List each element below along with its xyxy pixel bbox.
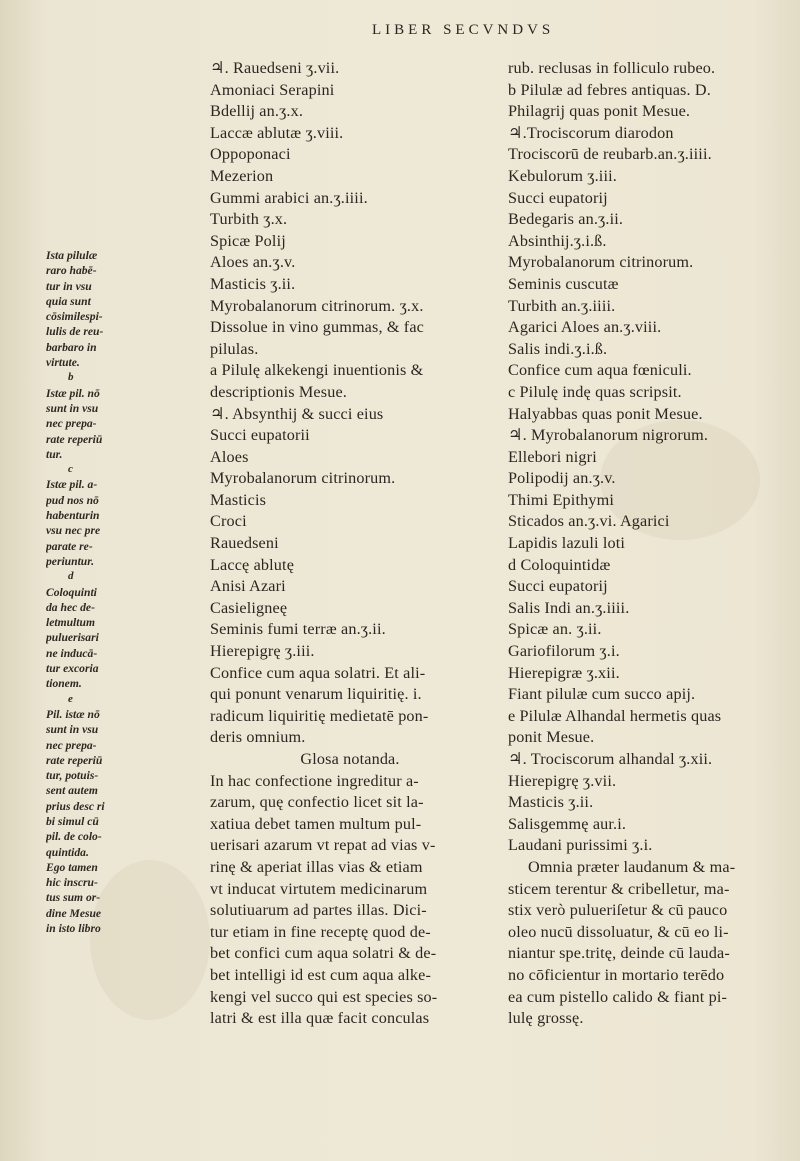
marginal-note-line: dine Mesue bbox=[46, 906, 102, 920]
marginal-note-line: ne inducā- bbox=[46, 646, 98, 660]
marginal-note-line: tionem. bbox=[46, 677, 82, 691]
right-column-line: Gariofilorum ʒ.i. bbox=[508, 642, 620, 661]
middle-column-line: In hac confectione ingreditur a- bbox=[210, 771, 419, 790]
marginal-note-line: virtute. bbox=[46, 356, 80, 370]
right-column-line: Turbith an.ʒ.iiii. bbox=[508, 296, 616, 315]
middle-column-line: Casieligneę bbox=[210, 598, 288, 617]
marginal-note-line: rate reperiū bbox=[46, 432, 103, 446]
middle-column-line: radicum liquiritię medietatē pon- bbox=[210, 706, 429, 725]
middle-column-line: rinę & aperiat illas vias & etiam bbox=[210, 857, 423, 876]
middle-column-line: Masticis ʒ.ii. bbox=[210, 274, 296, 293]
middle-text-column bbox=[210, 58, 490, 1030]
right-column-line: Halyabbas quas ponit Mesue. bbox=[508, 404, 703, 423]
marginal-note-line: quintida. bbox=[46, 845, 89, 859]
middle-column-line: Laccę ablutę bbox=[210, 555, 295, 574]
middle-column-line: kengi vel succo qui est species so- bbox=[210, 987, 438, 1006]
right-column-line: Masticis ʒ.ii. bbox=[508, 793, 594, 812]
marginal-note-line: pud nos nō bbox=[46, 493, 99, 507]
middle-column-line: bet confici cum aqua solatri & de- bbox=[210, 944, 437, 963]
right-column-line: ea cum pistello calido & fiant pi- bbox=[508, 987, 728, 1006]
marginal-note-line: sunt in vsu bbox=[46, 401, 99, 415]
marginal-notes bbox=[46, 248, 168, 936]
middle-column-line: Anisi Azari bbox=[210, 577, 286, 596]
middle-column-line: ♃. Rauedseni ʒ.vii. bbox=[210, 59, 340, 77]
marginal-note-line: Pil. istæ nō bbox=[46, 707, 100, 721]
right-column-line: Polipodij an.ʒ.v. bbox=[508, 469, 616, 488]
right-column-line: Spicæ an. ʒ.ii. bbox=[508, 620, 602, 639]
marginal-note-line: b bbox=[68, 371, 74, 384]
middle-column-line: Glosa notanda. bbox=[300, 750, 400, 768]
right-column-line: Trociscorū de reubarb.an.ʒ.iiii. bbox=[508, 145, 712, 164]
right-column-line: ♃.Trociscorum diarodon bbox=[508, 123, 674, 142]
middle-column-line: Bdellij an.ʒ.x. bbox=[210, 102, 304, 121]
marginal-note-line: in isto libro bbox=[46, 922, 101, 936]
middle-column-line: Turbith ʒ.x. bbox=[210, 210, 288, 229]
marginal-note-line: sunt in vsu bbox=[46, 723, 99, 737]
middle-column-line: Rauedseni bbox=[210, 534, 279, 553]
right-column-line: Lapidis lazuli loti bbox=[508, 534, 626, 553]
middle-column-line: Mezerion bbox=[210, 166, 274, 185]
middle-column-line: Masticis bbox=[210, 490, 267, 509]
marginal-note-line: lulis de reu- bbox=[46, 325, 104, 339]
right-column-line: Absinthij.ʒ.i.ß. bbox=[508, 231, 607, 250]
right-column-line: Fiant pilulæ cum succo apij. bbox=[508, 685, 696, 704]
marginal-note-line: Istæ pil. a- bbox=[46, 478, 98, 492]
right-column-line: oleo nucū dissoluatur, & cū eo li- bbox=[508, 922, 729, 941]
right-text-column bbox=[508, 58, 780, 1030]
middle-column-line: zarum, quę confectio licet sit la- bbox=[210, 793, 424, 812]
marginal-note-line: puluerisari bbox=[46, 631, 99, 645]
marginal-note-line: habenturin bbox=[46, 509, 100, 523]
right-column-line: ♃. Myrobalanorum nigrorum. bbox=[508, 426, 709, 445]
middle-column-line: Aloes bbox=[210, 447, 249, 466]
marginal-note-line: parate re- bbox=[46, 539, 93, 553]
marginal-note-line: raro habē- bbox=[46, 264, 97, 278]
right-column-line: Sticados an.ʒ.vi. Agarici bbox=[508, 512, 670, 531]
right-column-line: b Pilulæ ad febres antiquas. D. bbox=[508, 80, 711, 99]
right-column-line: niantur spe.tritę, deinde cū lauda- bbox=[508, 944, 730, 963]
middle-column-line: Confice cum aqua solatri. Et ali- bbox=[210, 663, 426, 682]
right-column-line: Kebulorum ʒ.iii. bbox=[508, 166, 617, 185]
middle-column-line: xatiua debet tamen multum pul- bbox=[210, 814, 422, 833]
right-column-line: no cōficientur in mortario terēdo bbox=[508, 965, 725, 984]
right-column-line: Agarici Aloes an.ʒ.viii. bbox=[508, 318, 662, 337]
marginal-note-line: barbaro in bbox=[46, 340, 97, 354]
marginal-note-line: hic inscru- bbox=[46, 876, 98, 890]
right-column-line: Philagrij quas ponit Mesue. bbox=[508, 102, 691, 121]
middle-column-line: bet intelligi id est cum aqua alke- bbox=[210, 965, 432, 984]
right-column-line: d Coloquintidæ bbox=[508, 555, 611, 574]
marginal-note-line: nec prepa- bbox=[46, 738, 97, 752]
middle-column-line: Oppoponaci bbox=[210, 145, 291, 164]
middle-column-line: Seminis fumi terræ an.ʒ.ii. bbox=[210, 620, 386, 639]
right-column-line: stix verò pulueriſetur & cū pauco bbox=[508, 901, 728, 920]
marginal-note-line: Istæ pil. nō bbox=[46, 386, 100, 400]
right-column-line: Myrobalanorum citrinorum. bbox=[508, 253, 694, 272]
right-column-line: Salisgemmę aur.i. bbox=[508, 814, 627, 833]
marginal-note-line: pil. de colo- bbox=[46, 830, 102, 844]
marginal-note-line: c bbox=[68, 463, 73, 476]
middle-column-line: Myrobalanorum citrinorum. ʒ.x. bbox=[210, 296, 424, 315]
middle-column-line: Dissolue in vino gummas, & fac bbox=[210, 318, 425, 337]
right-column-line: c Pilulę indę quas scripsit. bbox=[508, 382, 682, 401]
marginal-note-line: d bbox=[68, 570, 74, 583]
right-column-line: ♃. Trociscorum alhandal ʒ.xii. bbox=[508, 750, 713, 768]
marginal-note-line: letmultum bbox=[46, 616, 95, 630]
right-column-line: Bedegaris an.ʒ.ii. bbox=[508, 210, 624, 229]
right-column-line: sticem terentur & cribelletur, ma- bbox=[508, 879, 730, 898]
right-column-line: Seminis cuscutæ bbox=[508, 274, 619, 293]
marginal-note-line: sent autem bbox=[46, 784, 98, 798]
middle-column-line: pilulas. bbox=[210, 339, 259, 358]
marginal-note-line: nec prepa- bbox=[46, 417, 97, 431]
marginal-note-line: tus sum or- bbox=[46, 891, 101, 905]
marginal-note-line: e bbox=[68, 692, 73, 705]
middle-column-line: ♃. Absynthij & succi eius bbox=[210, 404, 384, 423]
marginal-note-line: periuntur. bbox=[46, 554, 95, 568]
right-column-line: Salis Indi an.ʒ.iiii. bbox=[508, 598, 630, 617]
right-column-line: rub. reclusas in folliculo rubeo. bbox=[508, 59, 716, 77]
middle-column-line: latri & est illa quæ facit conculas bbox=[210, 1009, 430, 1028]
marginal-note-line: cōsimilespi- bbox=[46, 310, 103, 324]
middle-column-line: Amoniaci Serapini bbox=[210, 80, 335, 99]
middle-column-line: uerisari azarum vt repat ad vias v- bbox=[210, 836, 436, 855]
right-column-line: ponit Mesue. bbox=[508, 728, 595, 747]
marginal-note-line: Ego tamen bbox=[46, 860, 98, 874]
right-column-line: Hierepigræ ʒ.xii. bbox=[508, 663, 620, 682]
middle-column-line: Aloes an.ʒ.v. bbox=[210, 253, 296, 272]
middle-column-line: Hierepigrę ʒ.iii. bbox=[210, 642, 315, 661]
marginal-note-line: Ista pilulæ bbox=[46, 249, 98, 262]
running-head: LIBER SECVNDVS bbox=[372, 22, 555, 38]
marginal-note-line: da hec de- bbox=[46, 600, 95, 614]
right-column-line: Omnia præter laudanum & ma- bbox=[528, 857, 736, 876]
marginal-note-line: tur. bbox=[46, 447, 63, 461]
marginal-note-line: quia sunt bbox=[46, 294, 91, 308]
middle-column-line: solutiuarum ad partes illas. Dici- bbox=[210, 901, 427, 920]
marginal-note-line: prius desc ri bbox=[46, 799, 105, 813]
right-column-line: Succi eupatorij bbox=[508, 577, 608, 596]
right-column-line: Ellebori nigri bbox=[508, 447, 597, 466]
right-column-line: Hierepigrę ʒ.vii. bbox=[508, 771, 617, 790]
marginal-note-line: Coloquinti bbox=[46, 585, 97, 599]
right-column-line: Thimi Epithymi bbox=[508, 490, 614, 509]
middle-column-line: vt inducat virtutem medicinarum bbox=[210, 879, 428, 898]
middle-column-line: Croci bbox=[210, 512, 247, 531]
middle-column-line: tur etiam in fine receptę quod de- bbox=[210, 922, 431, 941]
marginal-note-line: tur in vsu bbox=[46, 279, 92, 293]
middle-column-line: qui ponunt venarum liquiritię. i. bbox=[210, 685, 422, 704]
right-column-line: Confice cum aqua fœniculi. bbox=[508, 361, 692, 380]
middle-column-line: Spicæ Polij bbox=[210, 231, 286, 250]
right-column-line: Succi eupatorij bbox=[508, 188, 608, 207]
marginal-note-line: vsu nec pre bbox=[46, 524, 101, 538]
right-column-line: lulę grossę. bbox=[508, 1009, 584, 1028]
right-column-line: Laudani purissimi ʒ.i. bbox=[508, 836, 653, 855]
marginal-note-line: rate reperiū bbox=[46, 753, 103, 767]
middle-column-line: Myrobalanorum citrinorum. bbox=[210, 469, 396, 488]
middle-column-line: Gummi arabici an.ʒ.iiii. bbox=[210, 188, 368, 207]
right-column-line: Salis indi.ʒ.i.ß. bbox=[508, 339, 608, 358]
middle-column-line: Laccæ ablutæ ʒ.viii. bbox=[210, 123, 344, 142]
right-column-line: e Pilulæ Alhandal hermetis quas bbox=[508, 706, 722, 725]
middle-column-line: a Pilulę alkekengi inuentionis & bbox=[210, 361, 424, 380]
middle-column-line: Succi eupatorii bbox=[210, 426, 310, 445]
marginal-note-line: bi simul cū bbox=[46, 814, 99, 828]
middle-column-line: deris omnium. bbox=[210, 728, 306, 747]
marginal-note-line: tur excoria bbox=[46, 662, 99, 676]
marginal-note-line: tur, potuis- bbox=[46, 769, 99, 783]
middle-column-line: descriptionis Mesue. bbox=[210, 382, 347, 401]
